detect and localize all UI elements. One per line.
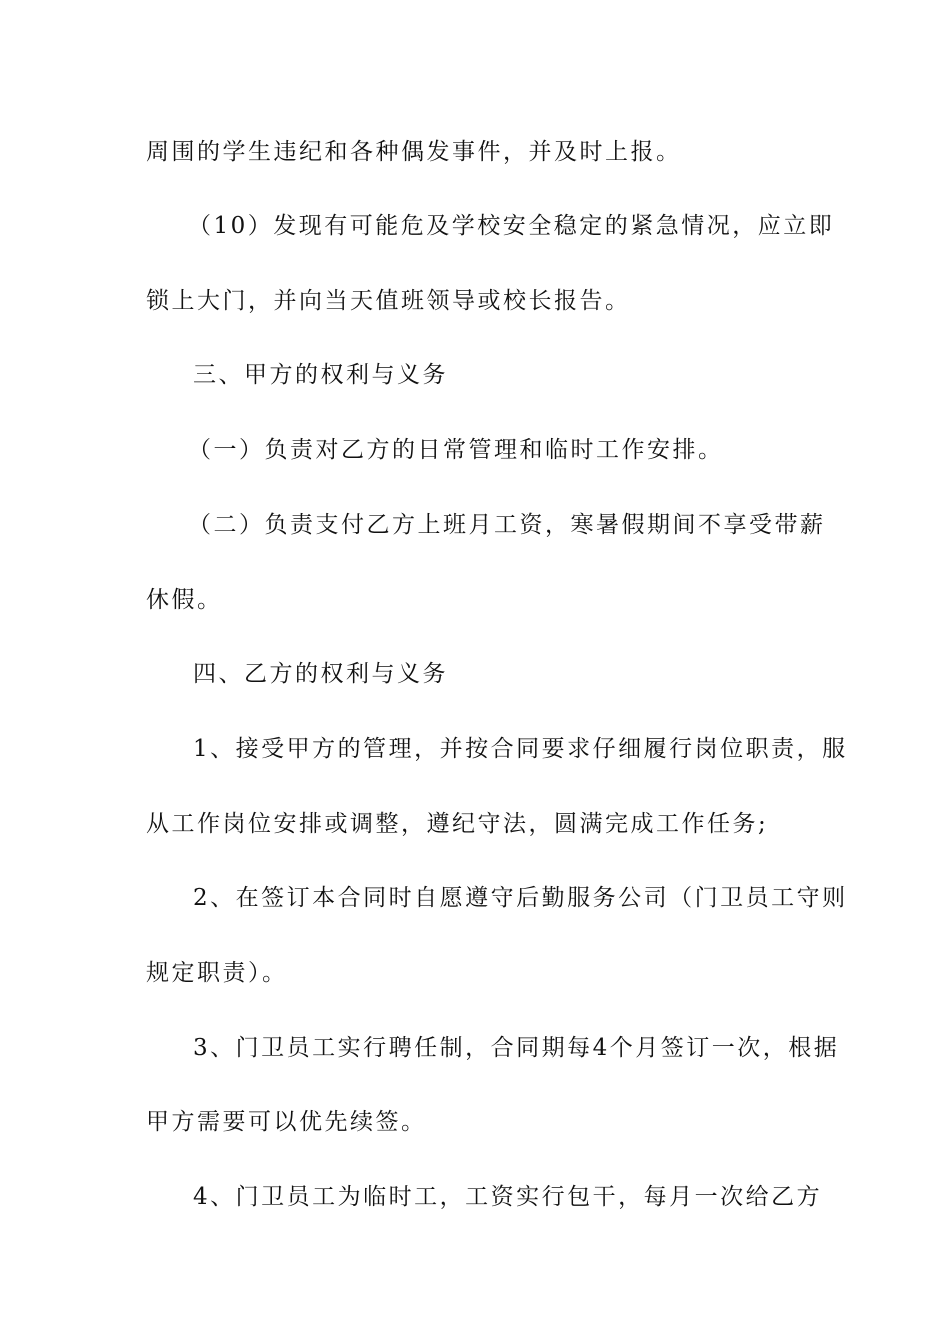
text-line: 4、门卫员工为临时工，工资实行包干，每月一次给乙方 (193, 1184, 823, 1210)
text-line: 甲方需要可以优先续签。 (146, 1109, 427, 1135)
text-line: （一）负责对乙方的日常管理和临时工作安排。 (188, 437, 724, 463)
text-line: 规定职责）。 (146, 960, 288, 986)
text-line: （二）负责支付乙方上班月工资，寒暑假期间不享受带薪 (188, 512, 826, 538)
text-line: （10）发现有可能危及学校安全稳定的紧急情况，应立即 (188, 213, 835, 239)
text-line: 从工作岗位安排或调整，遵纪守法，圆满完成工作任务; (146, 811, 769, 837)
text-line: 1、接受甲方的管理，并按合同要求仔细履行岗位职责，服 (193, 736, 848, 762)
text-line: 2、在签订本合同时自愿遵守后勤服务公司（门卫员工守则 (193, 885, 848, 911)
text-line: 周围的学生违纪和各种偶发事件，并及时上报。 (146, 139, 682, 165)
text-line: 锁上大门，并向当天值班领导或校长报告。 (146, 288, 631, 314)
text-line: 3、门卫员工实行聘任制，合同期每4个月签订一次，根据 (193, 1035, 840, 1061)
section-heading: 四、乙方的权利与义务 (193, 661, 448, 687)
text-line: 休假。 (146, 587, 223, 613)
section-heading: 三、甲方的权利与义务 (193, 362, 448, 388)
